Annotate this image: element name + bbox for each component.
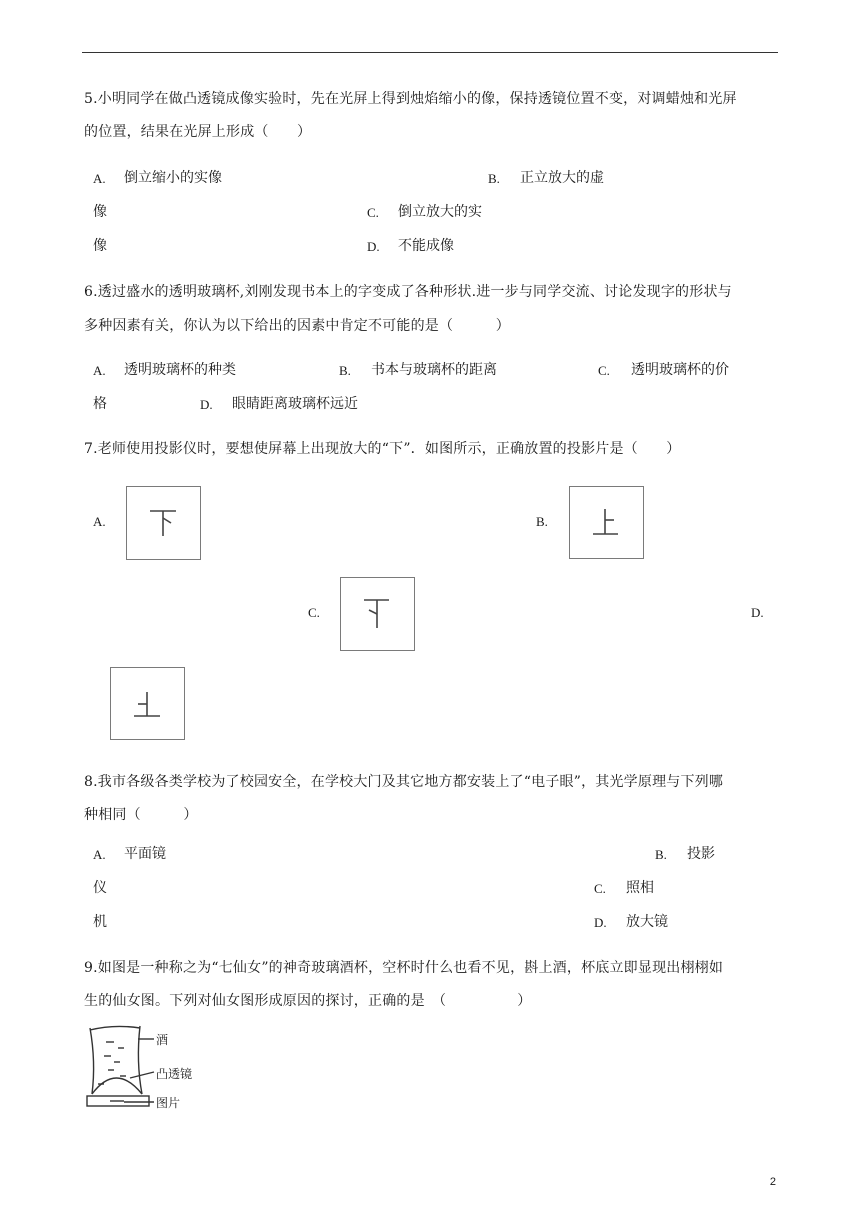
q7-option-a-slide[interactable]	[126, 486, 201, 560]
q7-option-a-letter[interactable]: A.	[93, 514, 106, 529]
q6-option-b-text[interactable]: 书本与玻璃杯的距离	[371, 362, 497, 378]
q5-option-c-letter[interactable]: C.	[367, 205, 379, 220]
q5-option-b-letter[interactable]: B.	[488, 171, 500, 186]
label-convex-lens: 凸透镜	[156, 1067, 193, 1081]
q6-option-d-letter[interactable]: D.	[200, 397, 213, 412]
header-rule	[82, 52, 778, 53]
q8-stem-line2: 种相同（ ）	[84, 807, 198, 823]
wine-glass-illustration-icon	[84, 1022, 224, 1122]
q8-option-b-letter[interactable]: B.	[655, 847, 667, 862]
q5-stem-line1: 5.小明同学在做凸透镜成像实验时，先在光屏上得到烛焰缩小的像，保持透镜位置不变，对调蜡烛和光屏	[84, 91, 737, 107]
q6-stem-line1: 6.透过盛水的透明玻璃杯,刘刚发现书本上的字变成了各种形状.进一步与同学交流、讨论发现字的形状与	[84, 284, 732, 300]
q9-stem-line1: 9.如图是一种称之为“七仙女”的神奇玻璃酒杯，空杯时什么也看不见，斟上酒，杯底立即显现出栩栩如	[84, 960, 724, 976]
q7-stem-line1: 7.老师使用投影仪时，要想使屏幕上出现放大的“下”．如图所示，正确放置的投影片是（ ）	[84, 441, 681, 457]
q7-option-b-slide[interactable]	[569, 486, 644, 559]
q8-option-d-letter[interactable]: D.	[594, 915, 607, 930]
q9-stem-line2: 生的仙女图。下列对仙女图形成原因的探讨，正确的是 （ ）	[84, 993, 532, 1009]
q5-option-c-wrap: 像	[93, 238, 107, 254]
q7-option-d-slide[interactable]	[110, 667, 185, 740]
q5-option-c-text[interactable]: 倒立放大的实	[398, 204, 482, 220]
slide-glyph-a-icon	[127, 487, 200, 559]
q7-option-b-letter[interactable]: B.	[536, 514, 548, 529]
slide-glyph-b-icon	[570, 487, 643, 558]
q6-option-a-letter[interactable]: A.	[93, 363, 106, 378]
q6-option-a-text[interactable]: 透明玻璃杯的种类	[124, 362, 236, 378]
label-picture: 图片	[156, 1096, 181, 1110]
q5-option-d-text[interactable]: 不能成像	[398, 238, 454, 254]
page-number: 2	[769, 1176, 776, 1188]
q5-option-b-wrap: 像	[93, 204, 107, 220]
q6-option-b-letter[interactable]: B.	[339, 363, 351, 378]
q5-option-d-letter[interactable]: D.	[367, 239, 380, 254]
q7-option-c-slide[interactable]	[340, 577, 415, 651]
q8-option-a-letter[interactable]: A.	[93, 847, 106, 862]
q8-stem-line1: 8.我市各级各类学校为了校园安全，在学校大门及其它地方都安装上了“电子眼”，其光学原理与下列哪	[84, 774, 724, 790]
q7-option-d-letter[interactable]: D.	[751, 605, 764, 620]
q7-option-c-letter[interactable]: C.	[308, 605, 320, 620]
q5-option-a-text[interactable]: 倒立缩小的实像	[124, 170, 222, 186]
q8-option-b-wrap: 仪	[93, 880, 107, 896]
q8-option-c-text[interactable]: 照相	[626, 880, 654, 896]
label-wine: 酒	[156, 1033, 169, 1047]
q6-option-c-text[interactable]: 透明玻璃杯的价	[631, 362, 729, 378]
q8-option-c-wrap: 机	[93, 914, 107, 930]
q6-option-c-wrap: 格	[93, 396, 107, 412]
q8-option-c-letter[interactable]: C.	[594, 881, 606, 896]
q5-stem-line2: 的位置，结果在光屏上形成（ ）	[84, 124, 312, 140]
q6-option-c-letter[interactable]: C.	[598, 363, 610, 378]
q5-option-a-letter[interactable]: A.	[93, 171, 106, 186]
q5-option-b-text[interactable]: 正立放大的虚	[520, 170, 604, 186]
q6-option-d-text[interactable]: 眼睛距离玻璃杯远近	[232, 396, 358, 412]
q8-option-a-text[interactable]: 平面镜	[124, 846, 166, 862]
slide-glyph-c-icon	[341, 578, 414, 650]
wine-glass-diagram	[84, 1022, 224, 1122]
q6-stem-line2: 多种因素有关，你认为以下给出的因素中肯定不可能的是（ ）	[84, 318, 510, 334]
q8-option-d-text[interactable]: 放大镜	[626, 914, 668, 930]
q8-option-b-text[interactable]: 投影	[687, 846, 715, 862]
slide-glyph-d-icon	[111, 668, 184, 739]
